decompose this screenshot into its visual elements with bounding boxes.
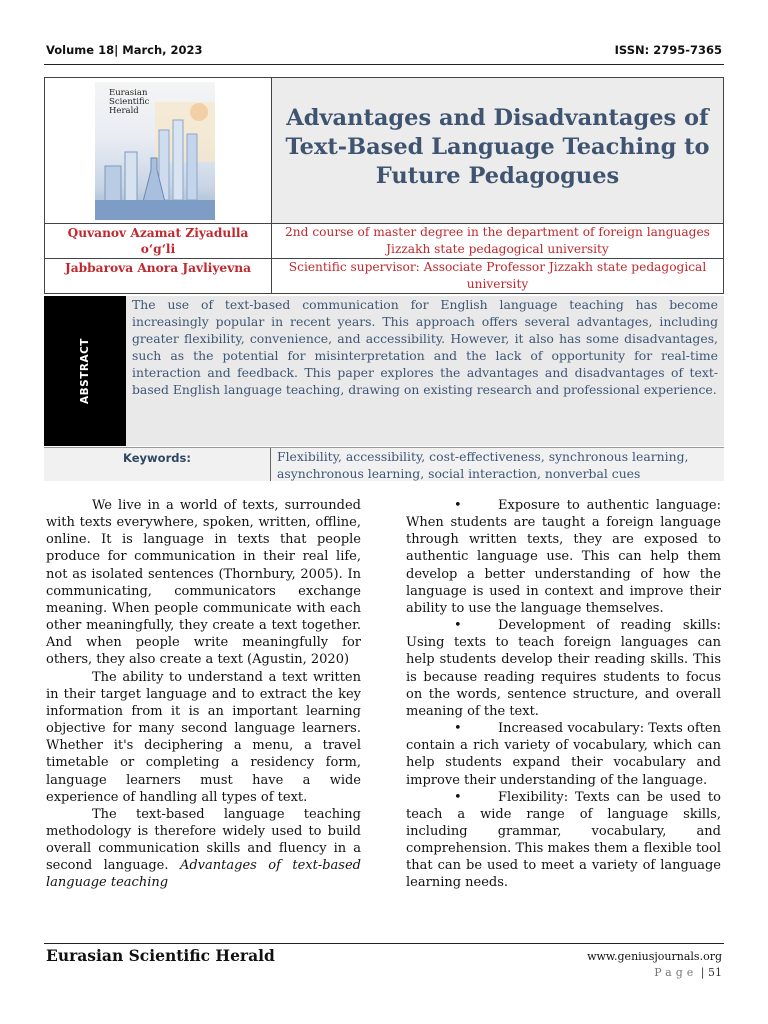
paragraph-text: The text-based language teaching methodology is therefore widely used to build overall communication skills and fluency in a second language. xyxy=(46,806,361,874)
journal-cover-image xyxy=(95,82,215,220)
title-cell xyxy=(272,78,723,223)
issn: ISSN: 2795-7365 xyxy=(614,43,722,57)
article-title: Advantages and Disadvantages of Text-Based Language Teaching to Future Pedagogues xyxy=(285,105,710,189)
cover-title-line: Eurasian xyxy=(109,88,148,98)
bullet-icon: • xyxy=(454,618,462,634)
bullet-text: Flexibility: Texts can be used to teach a wide range of language skills, including grammar, vocabulary, and comprehension. This makes them a flexible tool that can be used to meet a variety of language learning needs. xyxy=(406,789,721,891)
abstract-section xyxy=(44,296,724,446)
author-affiliation: Scientific supervisor: Associate Professor Jizzakh state pedagogical university xyxy=(288,260,707,291)
journal-cover-cell xyxy=(45,78,272,223)
bullet-text: Increased vocabulary: Texts often contain a rich variety of vocabulary, which can help students expand their vocabulary and improve their understanding of the language. xyxy=(406,721,721,788)
volume-date: Volume 18| March, 2023 xyxy=(46,43,203,57)
article-info-table xyxy=(44,77,724,294)
cover-title-line: Herald xyxy=(109,106,139,116)
author-name: Jabbarova Anora Javliyevna xyxy=(45,259,272,293)
author-row xyxy=(45,259,723,293)
page-label: Page xyxy=(654,966,698,979)
header-divider xyxy=(44,64,724,65)
paragraph xyxy=(46,806,361,892)
bullet-icon: • xyxy=(454,498,462,513)
journal-url[interactable]: www.geniusjournals.org xyxy=(587,950,722,963)
keywords-label: Keywords: xyxy=(44,448,271,481)
left-column xyxy=(46,497,361,892)
section-heading-italic: Advantages of text-based language teaching xyxy=(46,858,361,891)
bullet-item xyxy=(406,789,721,892)
bullet-item xyxy=(406,497,721,617)
author-name: Quvanov Azamat Ziyadulla o‘g‘li xyxy=(45,224,272,258)
right-column xyxy=(406,497,721,892)
cover-title xyxy=(109,89,169,116)
page-number xyxy=(654,966,722,979)
bullet-text: Development of reading skills: Using texts to teach foreign languages can help students develop their reading skills. This is because reading requires students to focus on the words, sentence structure, and overall meaning of the text. xyxy=(406,618,721,719)
author-affiliation: 2nd course of master degree in the department of foreign languages Jizzakh state pedagogical university xyxy=(285,225,710,256)
abstract-label: ABSTRACT xyxy=(79,338,91,404)
bullet-item xyxy=(406,720,721,789)
paragraph: We live in a world of texts, surrounded with texts everywhere, spoken, written, offline, online. It is language in texts that people produce for communication in their real life, not as isolated sentences (Thornbury, 2005). In communicating, communicators exchange meaning. When people communicate with each other meaningfully, they create a text together. And when people write meaningfully for others, they also create a text (Agustin, 2020) xyxy=(46,498,361,668)
keywords-section xyxy=(44,447,724,481)
abstract-text: The use of text-based communication for English language teaching has become increasingly popular in recent years. This approach offers several advantages, including greater flexibility, convenience, and accessibility. However, it also has some disadvantages, such as the potential for misinterpretation and the lack of opportunity for real-time interaction and feedback. This paper explores the advantages and disadvantages of text-based English language teaching, drawing on existing research and professional experience. xyxy=(126,296,724,446)
bullet-icon: • xyxy=(454,789,462,805)
title-row xyxy=(45,78,723,224)
bullet-item xyxy=(406,617,721,720)
keywords-text: Flexibility, accessibility, cost-effectiveness, synchronous learning, asynchronous learning, social interaction, nonverbal cues xyxy=(277,449,689,481)
paragraph: The ability to understand a text written in their target language and to extract the key information from it is an important learning objective for many second language learners. Whether it's deciphering a menu, a travel timetable or completing a residency form, language learners must have a wide experience of handling all types of text. xyxy=(46,669,361,805)
bullet-text: Exposure to authentic language: When students are taught a foreign language through written texts, they are exposed to authentic language use. This can help them develop a better understanding of how the language is used in context and improve their ability to use the language themselves. xyxy=(406,498,721,616)
page-number-value: | 51 xyxy=(700,966,722,979)
cover-title-line: Scientific xyxy=(109,97,150,107)
author-row xyxy=(45,224,723,259)
bullet-icon: • xyxy=(454,721,462,737)
journal-name: Eurasian Scientific Herald xyxy=(46,946,275,965)
footer-divider xyxy=(44,943,724,944)
abstract-label-bar xyxy=(44,296,126,446)
